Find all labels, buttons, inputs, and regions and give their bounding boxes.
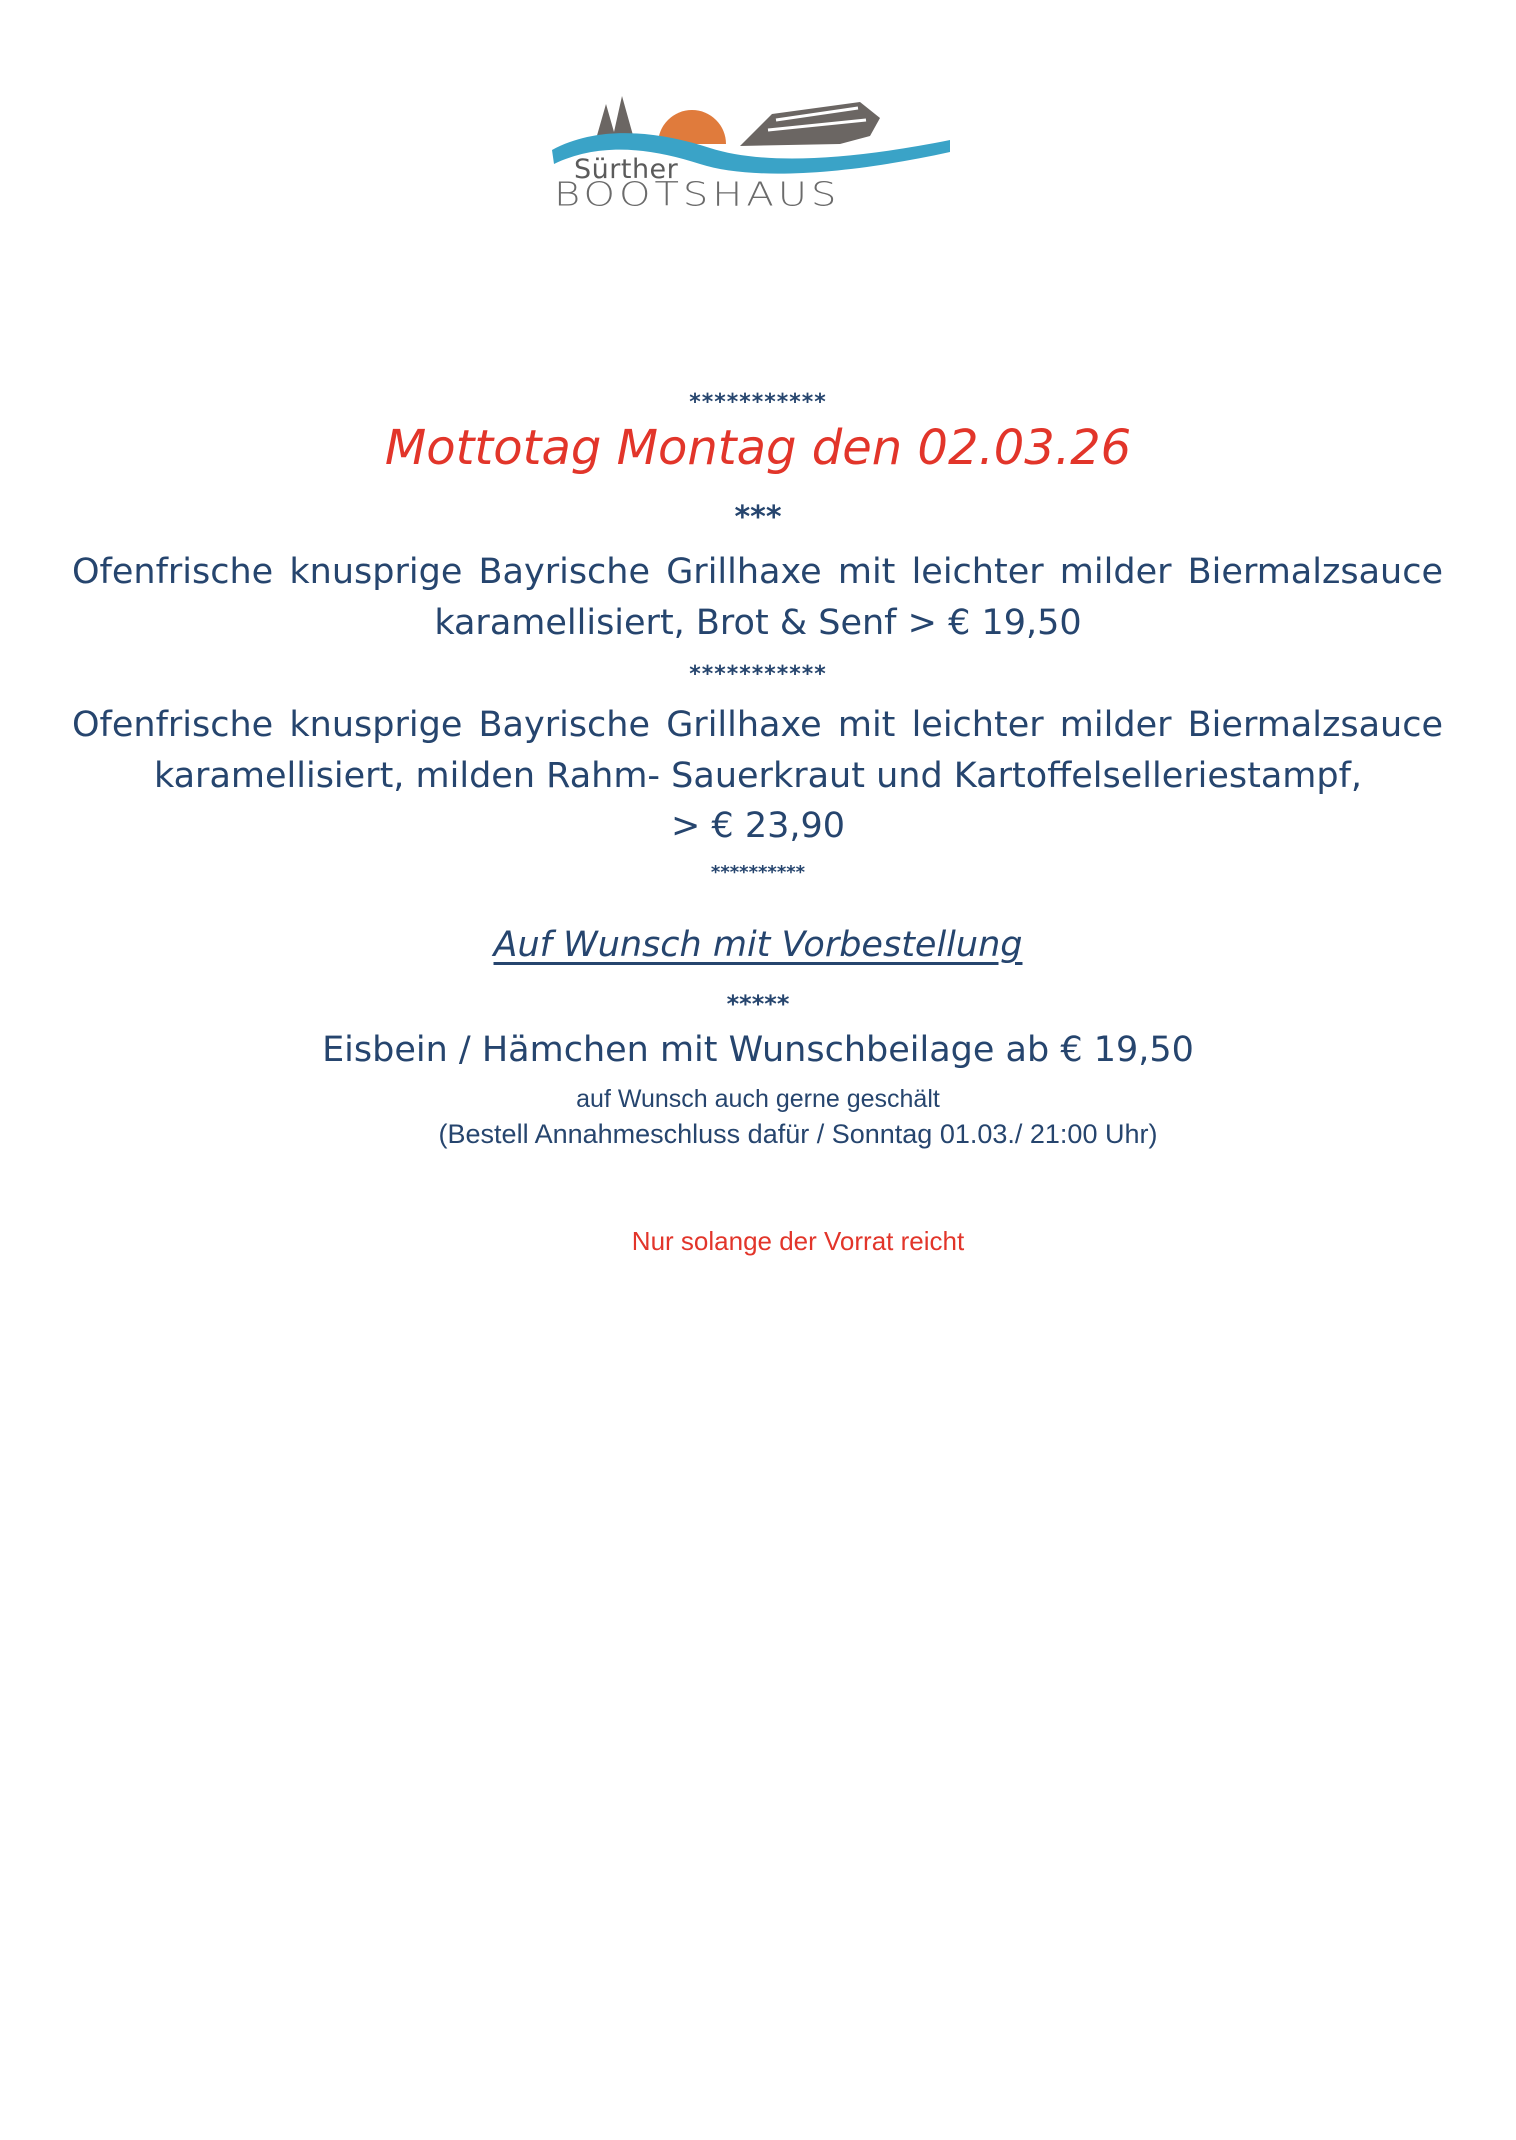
availability-note: Nur solange der Vorrat reicht	[631, 1226, 965, 1256]
logo-word-bootshaus: BOOTSHAUS	[554, 176, 841, 214]
dish-1-line-1: Ofenfrische knusprige Bayrische Grillhaxe mit leichter milder Biermalzsauce	[72, 552, 1443, 592]
preorder-heading: Auf Wunsch mit Vorbestellung	[493, 925, 1023, 965]
divider-preorder: *****	[726, 990, 790, 1018]
divider-top: ***********	[689, 390, 827, 415]
divider-dish-1: ***********	[689, 662, 827, 687]
dish-1-line-2: karamellisiert, Brot & Senf > € 19,50	[434, 603, 1082, 643]
dish-2-line-1: Ofenfrische knusprige Bayrische Grillhaxe mit leichter milder Biermalzsauce	[72, 705, 1443, 745]
dish-2-line-2: karamellisiert, milden Rahm- Sauerkraut und Kartoffelselleriestampf,	[153, 756, 1363, 796]
dish-2-price: > € 23,90	[670, 806, 846, 846]
divider-title: ***	[734, 500, 782, 535]
dish-3-deadline: (Bestell Annahmeschluss dafür / Sonntag 01.03./ 21:00 Uhr)	[438, 1119, 1158, 1149]
divider-dish-2: **********	[710, 862, 806, 883]
page-title: Mottotag Montag den 02.03.26	[384, 420, 1132, 476]
restaurant-logo	[540, 84, 960, 224]
logo-word-surther: Sürther	[574, 154, 679, 185]
dish-3-line: Eisbein / Hämchen mit Wunschbeilage ab € 19,50	[322, 1030, 1194, 1070]
dish-3-note: auf Wunsch auch gerne geschält	[576, 1085, 940, 1113]
